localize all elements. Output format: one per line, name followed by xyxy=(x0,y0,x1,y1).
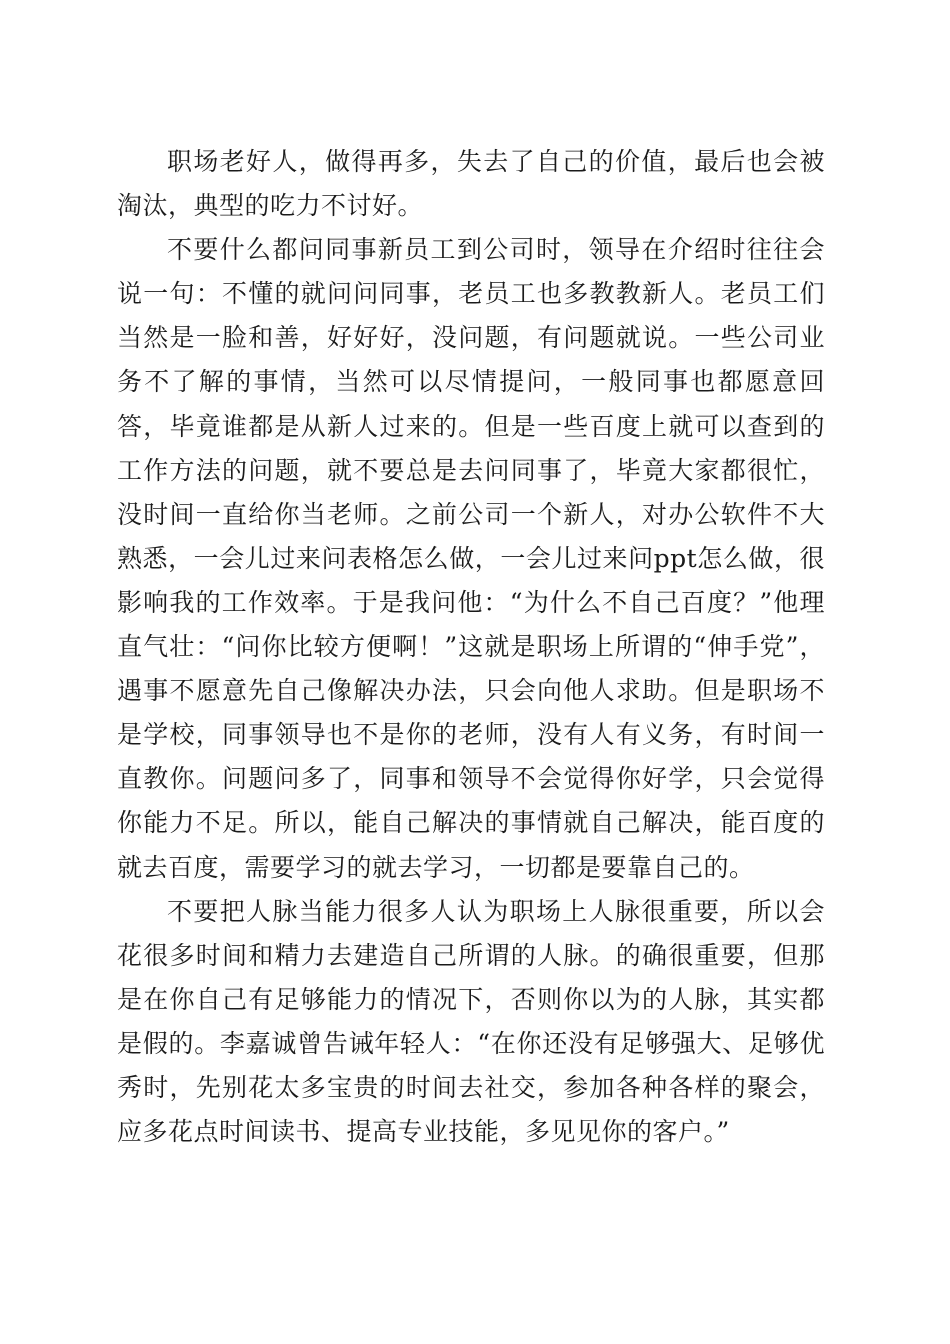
paragraph-network-not-ability: 不要把人脉当能力很多人认为职场上人脉很重要，所以会花很多时间和精力去建造自己所谓的人脉。的确很重要，但那是在你自己有足够能力的情况下，否则你以为的人脉，其实都是假的。李嘉诚曾告诫年轻人：“在你还没有足够强大、足够优秀时，先别花太多宝贵的时间去社交，参加各种各样的聚会，应多花点时间读书、提高专业技能，多见见你的客户。” xyxy=(117,896,825,1147)
document-body xyxy=(117,140,825,1154)
paragraph-office-nice-guy: 职场老好人，做得再多，失去了自己的价值，最后也会被淘汰，典型的吃力不讨好。 xyxy=(117,147,825,221)
paragraph-dont-ask-colleagues: 不要什么都问同事新员工到公司时，领导在介绍时往往会说一句：不懂的就问问同事，老员工也多教教新人。老员工们当然是一脸和善，好好好，没问题，有问题就说。一些公司业务不了解的事情，当然可以尽情提问，一般同事也都愿意回答，毕竟谁都是从新人过来的。但是一些百度上就可以查到的工作方法的问题，就不要总是去问同事了，毕竟大家都很忙，没时间一直给你当老师。之前公司一个新人，对办公软件不大熟悉，一会儿过来问表格怎么做，一会儿过来问ppt怎么做，很影响我的工作效率。于是我问他：“为什么不自己百度？”他理直气壮：“问你比较方便啊！”这就是职场上所谓的“伸手党”，遇事不愿意先自己像解决办法，只会向他人求助。但是职场不是学校，同事领导也不是你的老师，没有人有义务，有时间一直教你。问题问多了，同事和领导不会觉得你好学，只会觉得你能力不足。所以，能自己解决的事情就自己解决，能百度的就去百度，需要学习的就去学习，一切都是要靠自己的。 xyxy=(117,235,825,882)
